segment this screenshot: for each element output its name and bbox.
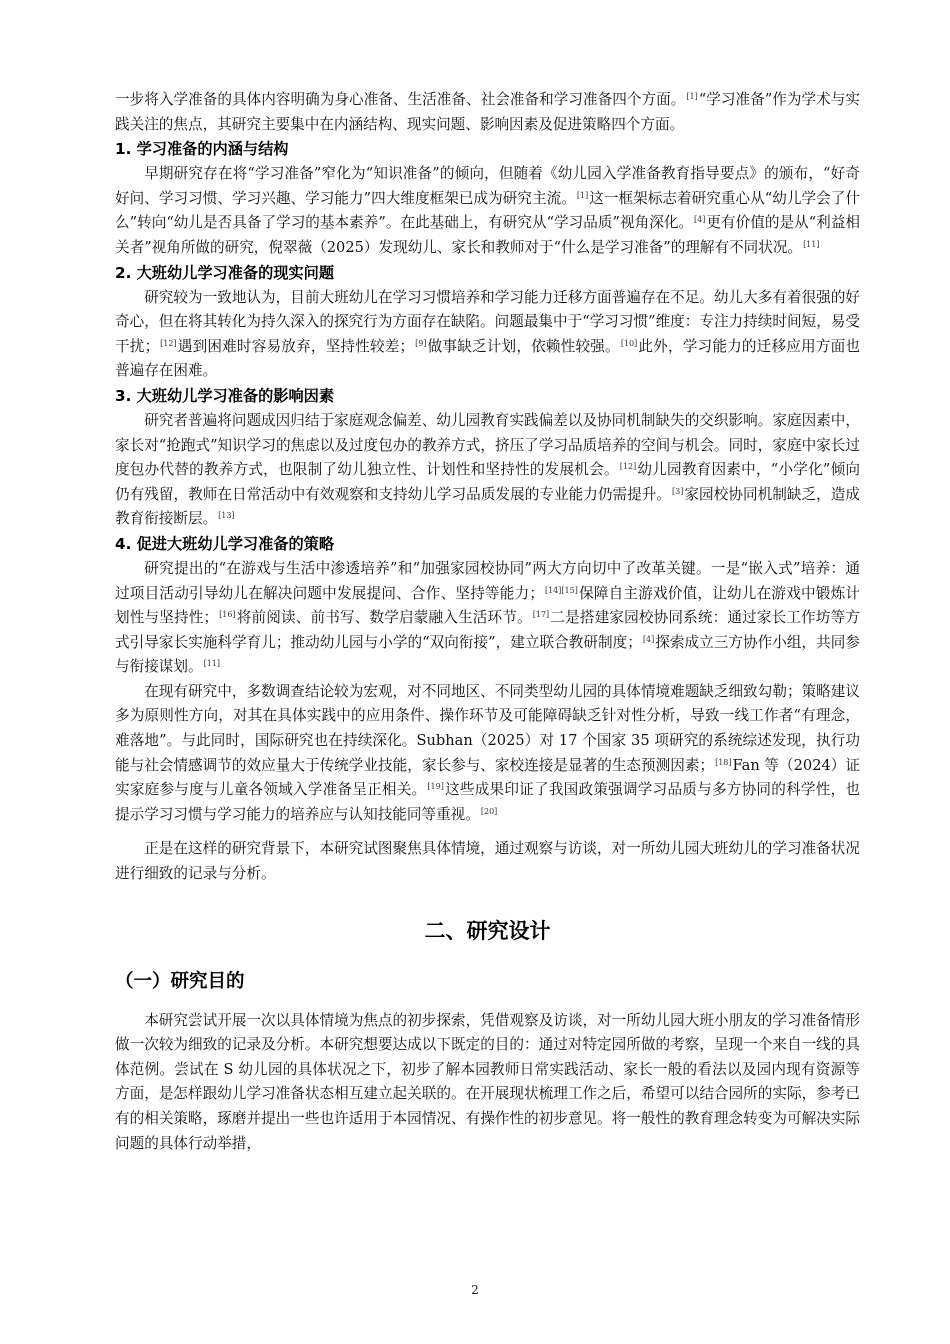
citation-ref: [1] xyxy=(686,92,698,101)
para4-text-1: 研究提出的“在游戏与生活中渗透培养”和“加强家园校协同”两大方向切中了改革关键。一是“嵌入式”培养：通过项目活动引导幼儿在解决问题中发展提问、合作、坚持等能力； xyxy=(115,559,860,602)
citation-ref: [14][15] xyxy=(544,585,578,595)
citation-ref: [20] xyxy=(480,806,498,816)
para5-text-2: Fan 等（2024）证实家庭参与度与儿童各领域入学准备呈正相关。 xyxy=(115,756,860,799)
paragraph-5 xyxy=(115,680,860,828)
para2-text-3: 做事缺乏计划，依赖性较强。 xyxy=(427,337,620,355)
subheading-2: 2. 大班幼儿学习准备的现实问题 xyxy=(115,263,335,282)
citation-ref: [4] xyxy=(642,634,655,644)
subheading-3: 3. 大班幼儿学习准备的影响因素 xyxy=(115,386,335,405)
paragraph-6: 正是在这样的研究背景下，本研究试图聚焦具体情境，通过观察与访谈，对一所幼儿园大班幼儿的学习准备状况进行细致的记录与分析。 xyxy=(115,840,860,883)
section-title: （一）研究目的 xyxy=(115,970,245,992)
citation-ref: [19] xyxy=(427,782,444,792)
para2-text-2: 遇到困难时容易放弃，坚持性较差； xyxy=(177,337,415,355)
para5-text-3: 这些成果印证了我国政策强调学习品质与多方协同的科学性，也提示学习习惯与学习能力的培养应与认知技能同等重视。 xyxy=(115,781,860,823)
para2-text-4: 此外，学习能力的迁移应用方面也普遍存在困难。 xyxy=(115,337,860,380)
citation-ref: [12] xyxy=(619,462,637,472)
citation-ref: [17] xyxy=(532,610,550,620)
citation-ref: [12] xyxy=(160,338,177,348)
para3-text-1: 研究者普遍将问题成因归结于家庭观念偏差、幼儿园教育实践偏差以及协同机制缺失的交织影响。家庭因素中，家长对“抢跑式”知识学习的焦虑以及过度包办的教养方式，挤压了学习品质培养的空间与机会。同时，家庭中家长过度包办代替的教养方式，也限制了幼儿独立性、计划性和坚持性的发展机会。 xyxy=(115,411,860,479)
citation-ref: [10] xyxy=(620,338,638,348)
paragraph-1 xyxy=(115,162,860,260)
para3-text-3: 家园校协同机制缺乏，造成教育衔接断层。 xyxy=(115,485,860,528)
intro-text-1: 一步将入学准备的具体内容明确为身心准备、生活准备、社会准备和学习准备四个方面。 xyxy=(115,91,686,108)
para5-text-1: 在现有研究中，多数调查结论较为宏观，对不同地区、不同类型幼儿园的具体情境难题缺乏细致勾勒；策略建议多为原则性方向，对其在具体实践中的应用条件、操作环节及可能障碍缺乏针对性分析，导致一线工作者“有理念，难落地”。与此同时，国际研究也在持续深化。Subhan（2025）对 17 个国家 35 项研究的系统综述发现，执行功能与社会情感调节的效应量大于传统学业技能，家长参与、家校连接是显著的生态预测因素； xyxy=(115,682,860,774)
para4-text-4: 二是搭建家园校协同系统：通过家长工作坊等方式引导家长实施科学育儿；推动幼儿园与小学的“双向衔接”，建立联合教研制度； xyxy=(115,609,860,651)
citation-ref: [4] xyxy=(694,215,706,225)
para1-text-3: 更有价值的是从“利益相关者”视角所做的研究，倪翠薇（2025）发现幼儿、家长和教师对于“什么是学习准备”的理解有不同状况。 xyxy=(115,214,860,256)
citation-ref: [16] xyxy=(219,610,236,620)
citation-ref: [9] xyxy=(415,338,427,348)
page-body xyxy=(115,88,860,1156)
paragraph-4 xyxy=(115,557,860,680)
citation-ref: [13] xyxy=(218,511,235,521)
page-number: 2 xyxy=(471,1283,479,1297)
paragraph-2 xyxy=(115,286,860,384)
citation-ref: [18] xyxy=(715,757,732,767)
para1-text-1: 早期研究存在将“学习准备”窄化为“知识准备”的倾向，但随着《幼儿园入学准备教育指导要点》的颁布，“好奇好问、学习习惯、学习兴趣、学习能力”四大维度框架已成为研究主流。 xyxy=(115,165,860,207)
paragraph-gap xyxy=(115,827,860,837)
paragraph-3 xyxy=(115,409,860,532)
citation-ref: [11] xyxy=(203,659,220,669)
intro-paragraph xyxy=(115,88,860,137)
citation-ref: [1] xyxy=(576,190,589,200)
subheading-4: 4. 促进大班幼儿学习准备的策略 xyxy=(115,534,335,553)
subheading-1: 1. 学习准备的内涵与结构 xyxy=(115,140,289,159)
para4-text-5: 探索成立三方协作小组，共同参与衔接谋划。 xyxy=(115,633,860,676)
chapter-title: 二、研究设计 xyxy=(424,918,551,943)
citation-ref: [11] xyxy=(803,239,820,249)
citation-ref: [3] xyxy=(672,486,684,496)
paragraph-7: 本研究尝试开展一次以具体情境为焦点的初步探索，凭借观察及访谈，对一所幼儿园大班小朋友的学习准备情形做一次较为细致的记录及分析。本研究想要达成以下既定的目的：通过对特定园所做的考察，呈现一个来自一线的具体范例。尝试在 S 幼儿园的具体状况之下，初步了解本园教师日常实践活动、家长一般的看法以及园内现有资源等方面，是怎样跟幼儿学习准备状态相互建立起关联的。在开展现状梳理工作之后，希望可以结合园所的实际，参考已有的相关策略，琢磨并提出一些也许适用于本园情况、有操作性的初步意见。将一般性的教育理念转变为可解决实际问题的具体行动举措， xyxy=(115,1011,860,1152)
para3-text-2: 幼儿园教育因素中，“小学化”倾向仍有残留，教师在日常活动中有效观察和支持幼儿学习品质发展的专业能力仍需提升。 xyxy=(115,461,860,503)
intro-text-2: “学习准备”作为学术与实践关注的焦点，其研究主要集中在内涵结构、现实问题、影响因素及促进策略四个方面。 xyxy=(115,91,860,133)
para2-text-1: 研究较为一致地认为，目前大班幼儿在学习习惯培养和学习能力迁移方面普遍存在不足。幼儿大多有着很强的好奇心，但在将其转化为持久深入的探究行为方面存在缺陷。问题最集中于“学习习惯”维度：专注力持续时间短，易受干扰； xyxy=(115,288,860,355)
para1-text-2: 这一框架标志着研究重心从“幼儿学会了什么”转向“幼儿是否具备了学习的基本素养”。在此基础上，有研究从“学习品质”视角深化。 xyxy=(115,189,860,232)
para4-text-2: 保障自主游戏价值，让幼儿在游戏中锻炼计划性与坚持性； xyxy=(115,584,860,627)
para4-text-3: 将前阅读、前书写、数学启蒙融入生活环节。 xyxy=(236,609,532,627)
